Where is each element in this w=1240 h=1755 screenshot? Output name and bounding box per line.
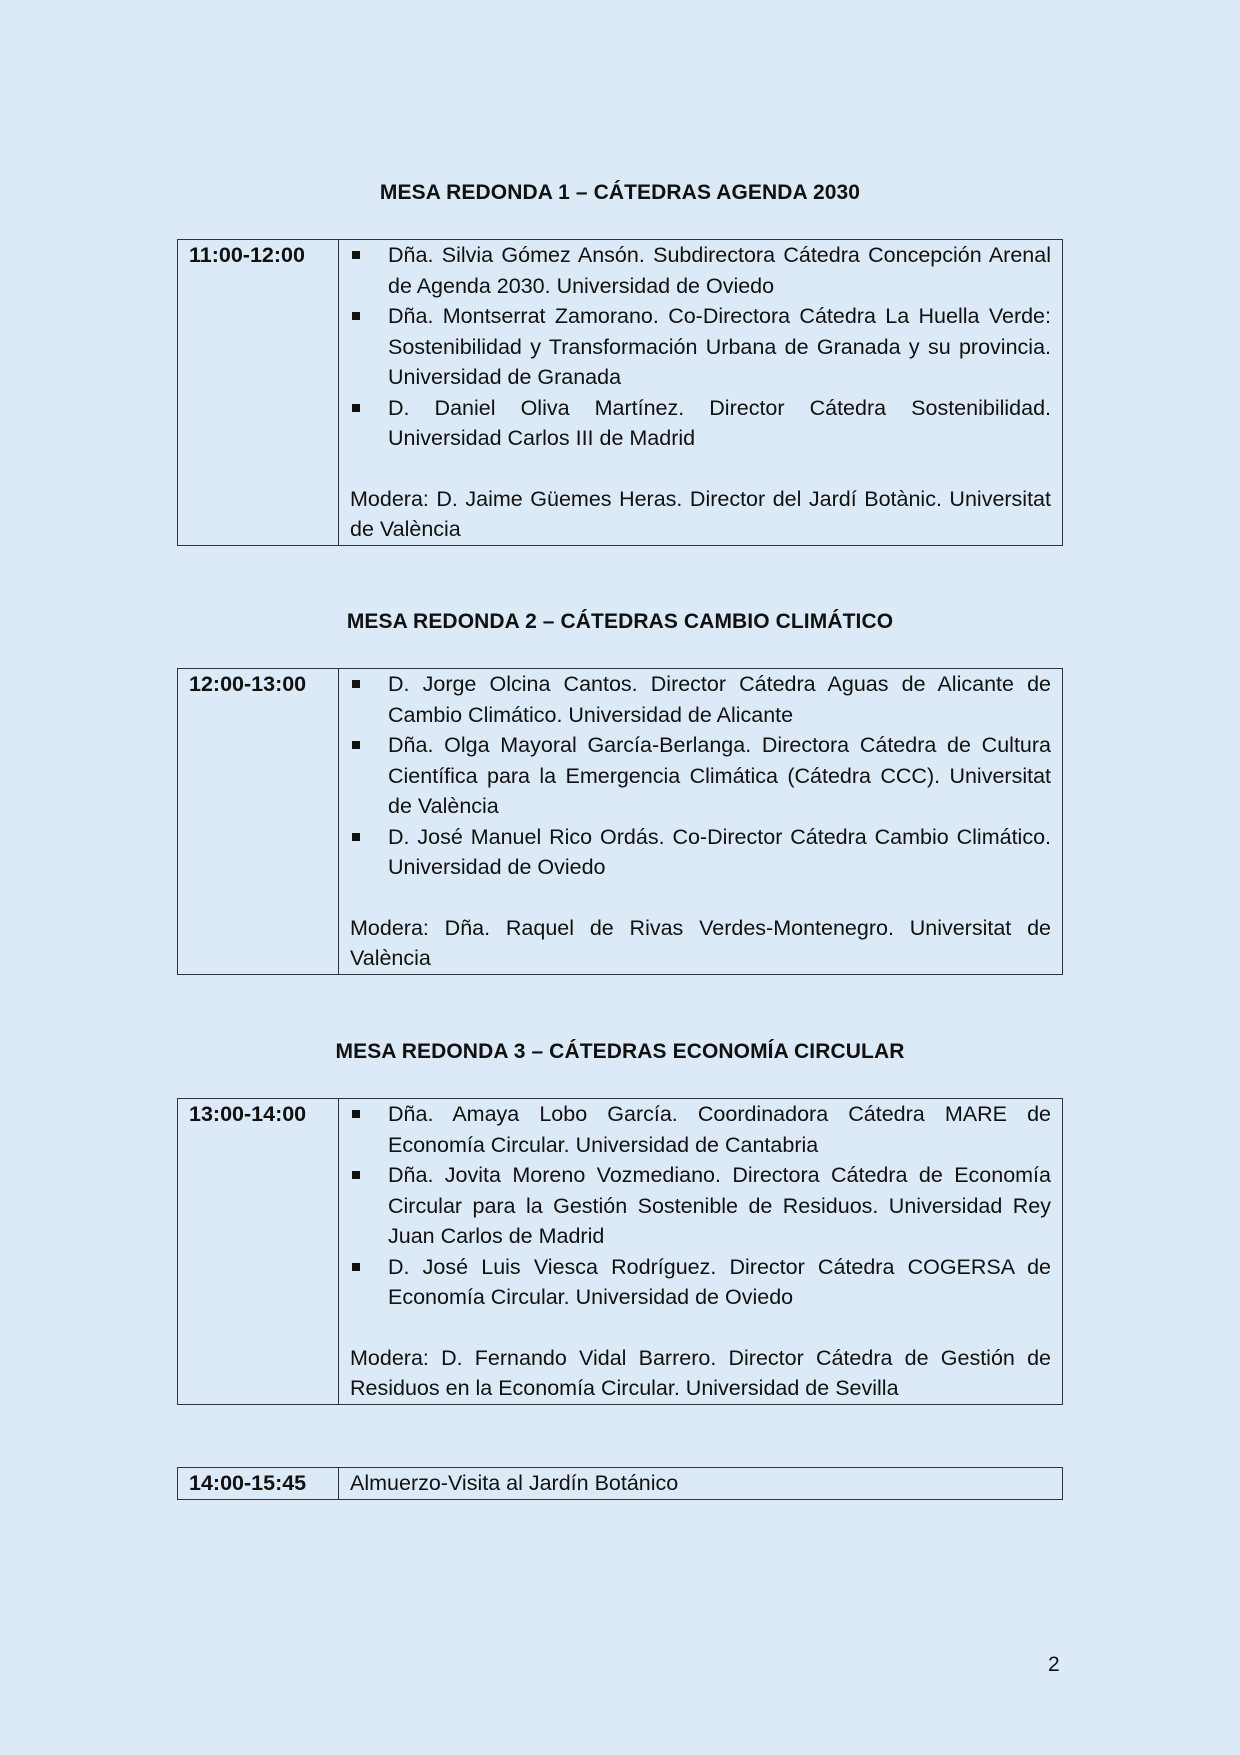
speaker-text: Dña. Amaya Lobo García. Coordinadora Cátedra MARE de Economía Circular. Universidad de Cantabria xyxy=(388,1102,1051,1157)
bullet-icon xyxy=(352,251,360,259)
session-3-table xyxy=(177,1098,1063,1405)
bullet-icon xyxy=(352,833,360,841)
speaker-text: D. José Luis Viesca Rodríguez. Director Cátedra COGERSA de Economía Circular. Universidad de Oviedo xyxy=(388,1254,1051,1309)
bullet-icon xyxy=(352,741,360,749)
bullet-icon xyxy=(352,312,360,320)
table-row xyxy=(178,240,1063,546)
lunch-activity: Almuerzo-Visita al Jardín Botánico xyxy=(339,1468,1063,1500)
list-item xyxy=(350,393,1051,454)
speaker-text: D. Daniel Oliva Martínez. Director Cátedra Sostenibilidad. Universidad Carlos III de Madrid xyxy=(388,395,1051,450)
list-item xyxy=(350,669,1051,730)
speaker-text: Dña. Jovita Moreno Vozmediano. Directora Cátedra de Economía Circular para la Gestión Sostenible de Residuos. Universidad Rey Juan Carlos de Madrid xyxy=(388,1163,1051,1248)
lunch-time: 14:00-15:45 xyxy=(178,1468,339,1500)
table-row xyxy=(178,1468,1063,1500)
session-2-time: 12:00-13:00 xyxy=(178,669,339,975)
list-item xyxy=(350,1160,1051,1252)
session-1-time: 11:00-12:00 xyxy=(178,240,339,546)
bullet-icon xyxy=(352,1110,360,1118)
session-2-title: MESA REDONDA 2 – CÁTEDRAS CAMBIO CLIMÁTICO xyxy=(346,610,894,633)
table-row xyxy=(178,669,1063,975)
bullet-icon xyxy=(352,680,360,688)
list-item xyxy=(350,1252,1051,1313)
session-3-speakers xyxy=(350,1099,1051,1313)
list-item xyxy=(350,301,1051,393)
table-row xyxy=(178,1099,1063,1405)
session-2-content xyxy=(339,669,1063,975)
session-1-moderator: Modera: D. Jaime Güemes Heras. Director del Jardí Botànic. Universitat de València xyxy=(350,486,1051,541)
lunch-table xyxy=(177,1467,1063,1500)
list-item xyxy=(350,240,1051,301)
session-3-content xyxy=(339,1099,1063,1405)
speaker-text: Dña. Silvia Gómez Ansón. Subdirectora Cátedra Concepción Arenal de Agenda 2030. Universidad de Oviedo xyxy=(388,243,1051,298)
speaker-text: D. Jorge Olcina Cantos. Director Cátedra Aguas de Alicante de Cambio Climático. Universidad de Alicante xyxy=(388,672,1051,727)
session-1-title: MESA REDONDA 1 – CÁTEDRAS AGENDA 2030 xyxy=(379,181,861,204)
speaker-text: D. José Manuel Rico Ordás. Co-Director Cátedra Cambio Climático. Universidad de Oviedo xyxy=(388,824,1051,879)
bullet-icon xyxy=(352,1171,360,1179)
session-3-time: 13:00-14:00 xyxy=(178,1099,339,1405)
bullet-icon xyxy=(352,404,360,412)
session-1-speakers xyxy=(350,240,1051,454)
bullet-icon xyxy=(352,1263,360,1271)
session-2-speakers xyxy=(350,669,1051,883)
session-3-moderator: Modera: D. Fernando Vidal Barrero. Director Cátedra de Gestión de Residuos en la Economía Circular. Universidad de Sevilla xyxy=(350,1345,1051,1400)
list-item xyxy=(350,1099,1051,1160)
session-2-moderator: Modera: Dña. Raquel de Rivas Verdes-Montenegro. Universitat de València xyxy=(350,915,1051,970)
list-item xyxy=(350,730,1051,822)
session-3-title: MESA REDONDA 3 – CÁTEDRAS ECONOMÍA CIRCULAR xyxy=(335,1040,905,1063)
speaker-text: Dña. Olga Mayoral García-Berlanga. Directora Cátedra de Cultura Científica para la Emergencia Climática (Cátedra CCC). Universitat de València xyxy=(388,733,1051,818)
page-number: 2 xyxy=(1048,1653,1060,1676)
session-2-table xyxy=(177,668,1063,975)
list-item xyxy=(350,822,1051,883)
speaker-text: Dña. Montserrat Zamorano. Co-Directora Cátedra La Huella Verde: Sostenibilidad y Transformación Urbana de Granada y su provincia. Universidad de Granada xyxy=(388,304,1051,389)
session-1-content xyxy=(339,240,1063,546)
session-1-table xyxy=(177,239,1063,546)
